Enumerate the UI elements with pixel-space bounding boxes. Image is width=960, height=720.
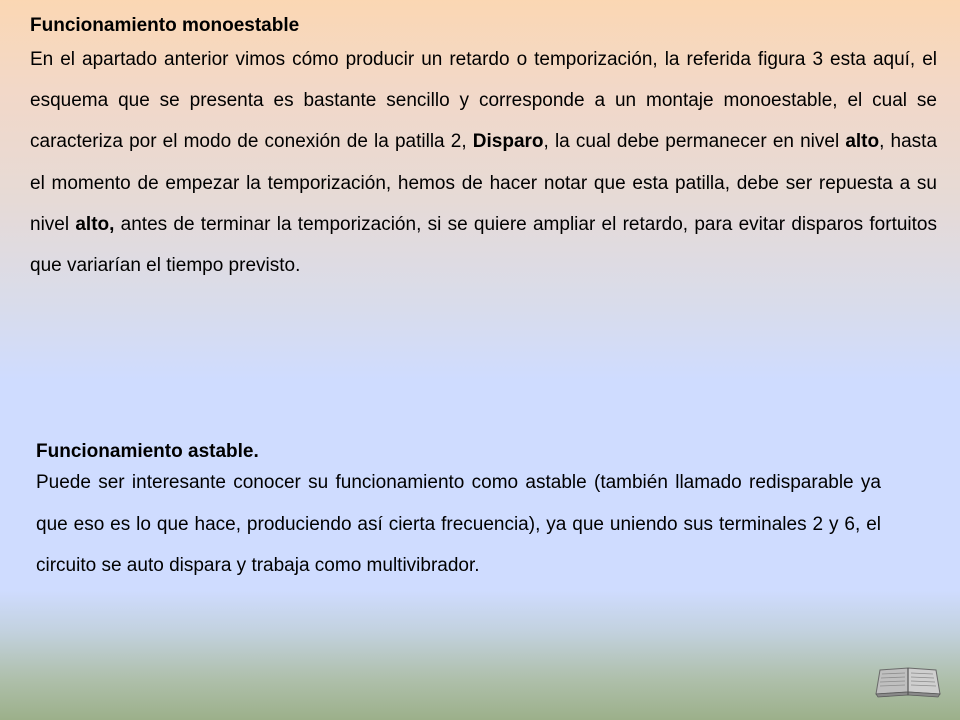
paragraph-astable: Puede ser interesante conocer su funcionamiento como astable (también llamado redisparable ya que eso es lo que hace, produciendo así cierta frecuencia), ya que uniendo sus terminales 2 y 6, el circuito se auto dispara y trabaja como multivibrador. <box>36 472 881 577</box>
book-button[interactable] <box>872 664 942 698</box>
paragraph-monostable-part-1: En el apartado anterior vimos cómo producir un retardo o temporización, la referida figura 3 esta aquí, el esquema que se presenta es bastante sencillo y corresponde a un montaje monoestable, el cual se caracteriza por el modo de conexión de la patilla 2, <box>30 49 937 153</box>
bold-alto-2: alto, <box>75 213 115 235</box>
paragraph-monostable-part-3: , hasta el momento de empezar la temporización, hemos de hacer notar que esta patilla, debe ser repuesta a su nivel <box>30 131 938 235</box>
section-monostable <box>30 14 937 286</box>
section-astable <box>36 440 881 587</box>
heading-astable: Funcionamiento astable. <box>36 441 259 462</box>
paragraph-monostable-part-2: , la cual debe permanecer en nivel <box>543 131 846 153</box>
paragraph-monostable <box>30 39 937 286</box>
book-icon <box>872 664 942 698</box>
bold-disparo: Disparo <box>472 131 544 153</box>
paragraph-monostable-part-4: antes de terminar la temporización, si se quiere ampliar el retardo, para evitar disparos fortuitos que variarían el tiempo previsto. <box>30 213 937 277</box>
heading-monostable: Funcionamiento monoestable <box>30 15 300 36</box>
bold-alto: alto <box>845 131 880 153</box>
